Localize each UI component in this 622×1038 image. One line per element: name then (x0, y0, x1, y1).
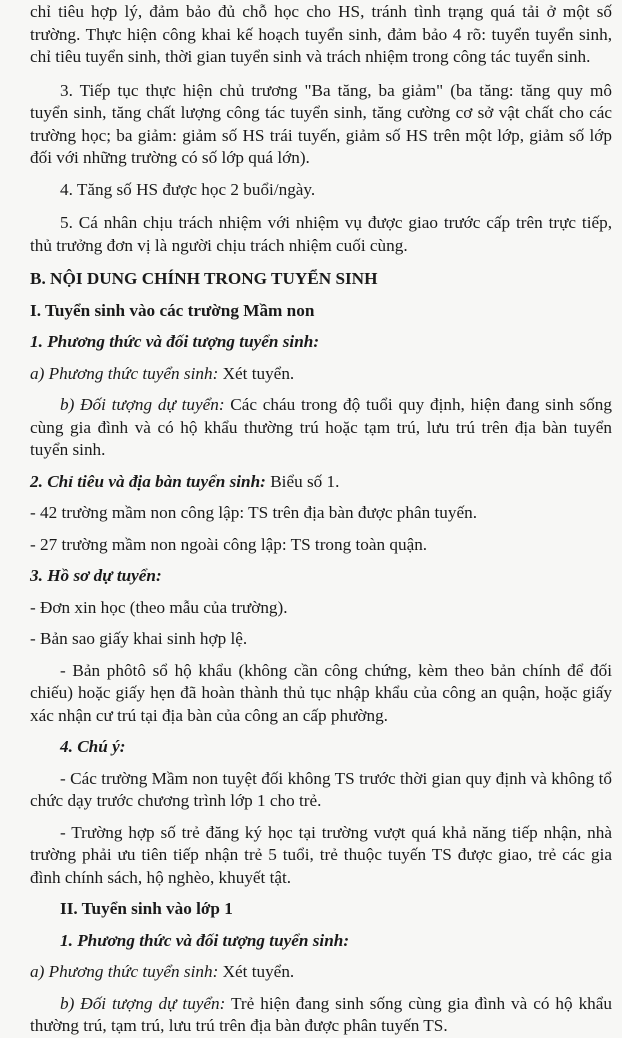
part-i-method-heading: 1. Phương thức và đối tượng tuyển sinh: (30, 332, 320, 351)
part-i-target-item (30, 394, 612, 462)
paragraph-quota: chỉ tiêu hợp lý, đảm bảo đủ chỗ học cho HS, tránh tình trạng quá tải ở một số trường. Thực hiện công khai kế hoạch tuyển sinh, đảm bảo 4 rõ: tuyển tuyển sinh, chỉ tiêu tuyển sinh, thời gian tuyển sinh và trách nhiệm trong công tác tuyển sinh. (30, 2, 612, 66)
part-ii-method-heading: 1. Phương thức và đối tượng tuyển sinh: (60, 930, 350, 950)
part-ii-method-text: Xét tuyển. (218, 962, 295, 981)
part-i-target-text: Các cháu trong độ tuổi quy định, hiện đang sinh sống cùng gia đình và có hộ khẩu thường trú hoặc tạm trú, lưu trú trên địa bàn tuyển tuyển sinh. (30, 395, 612, 459)
part-i-note-heading: 4. Chú ý: (60, 737, 126, 756)
part-i-note-item-2: - Trường hợp số trẻ đăng ký học tại trường vượt quá khả năng tiếp nhận, nhà trường phải ưu tiên tiếp nhận trẻ 5 tuổi, trẻ thuộc tuyến TS được giao, trẻ các gia đình chính sách, hộ nghèo, khuyết tật. (30, 822, 612, 887)
part-i-quota-text: Biểu số 1. (265, 471, 340, 491)
paragraph-three-increase-three-decrease: 3. Tiếp tục thực hiện chủ trương "Ba tăng, ba giảm" (ba tăng: tăng quy mô tuyển sinh, tăng chất lượng công tác tuyển sinh, tăng cường cơ sở vật chất cho các trường học; ba giảm: giảm số HS trái tuyến, giảm số HS trên một lớp, giảm số lớp đối với những trường có số lớp quá lớn). (30, 80, 612, 167)
section-b-title: B. NỘI DUNG CHÍNH TRONG TUYỂN SINH (30, 269, 378, 288)
part-ii-target-item (30, 993, 612, 1038)
part-i-dossier-household: - Bản phôtô sổ hộ khẩu (không cần công chứng, kèm theo bản chính để đối chiếu) hoặc giấy hẹn đã hoàn thành thủ tục nhập khẩu của công an quận, hoặc giấy xác nhận cư trú tại địa bàn của công an cấp phường. (30, 660, 612, 725)
part-i-dossier-birth-certificate: - Bản sao giấy khai sinh hợp lệ. (30, 629, 248, 648)
part-i-dossier-application: - Đơn xin học (theo mẫu của trường). (30, 597, 288, 617)
part-i-note-item-1: - Các trường Mầm non tuyệt đối không TS trước thời gian quy định và không tổ chức dạy trước chương trình lớp 1 cho trẻ. (30, 768, 612, 810)
part-i-method-label: a) Phương thức tuyển sinh: (30, 363, 219, 383)
part-ii-target-label: b) Đối tượng dự tuyển: (60, 993, 226, 1013)
part-i-quota-label: 2. Chỉ tiêu và địa bàn tuyển sinh: (30, 471, 266, 491)
part-ii-title: II. Tuyển sinh vào lớp 1 (60, 899, 233, 918)
part-ii-target-text: Trẻ hiện đang sinh sống cùng gia đình và có hộ khẩu thường trú, tạm trú, lưu trú trên địa bàn được phân tuyến TS. (30, 993, 612, 1035)
paragraph-responsibility: 5. Cá nhân chịu trách nhiệm với nhiệm vụ được giao trước cấp trên trực tiếp, thủ trưởng đơn vị là người chịu trách nhiệm cuối cùng. (30, 213, 612, 255)
part-i-method-text: Xét tuyển. (218, 363, 295, 383)
document-page (0, 1, 622, 1035)
part-i-method-item (30, 363, 612, 386)
paragraph-two-sessions: 4. Tăng số HS được học 2 buổi/ngày. (60, 179, 316, 199)
part-i-target-label: b) Đối tượng dự tuyển: (60, 395, 225, 414)
part-i-dossier-heading: 3. Hồ sơ dự tuyển: (30, 566, 162, 585)
part-i-title: I. Tuyển sinh vào các trường Mầm non (30, 300, 315, 320)
part-ii-method-label: a) Phương thức tuyển sinh: (30, 962, 219, 981)
part-i-quota-public: - 42 trường mầm non công lập: TS trên địa bàn được phân tuyến. (30, 503, 477, 522)
part-i-quota-private: - 27 trường mầm non ngoài công lập: TS trong toàn quận. (30, 534, 428, 554)
part-ii-method-item (30, 961, 612, 984)
part-i-quota-item (30, 471, 612, 494)
